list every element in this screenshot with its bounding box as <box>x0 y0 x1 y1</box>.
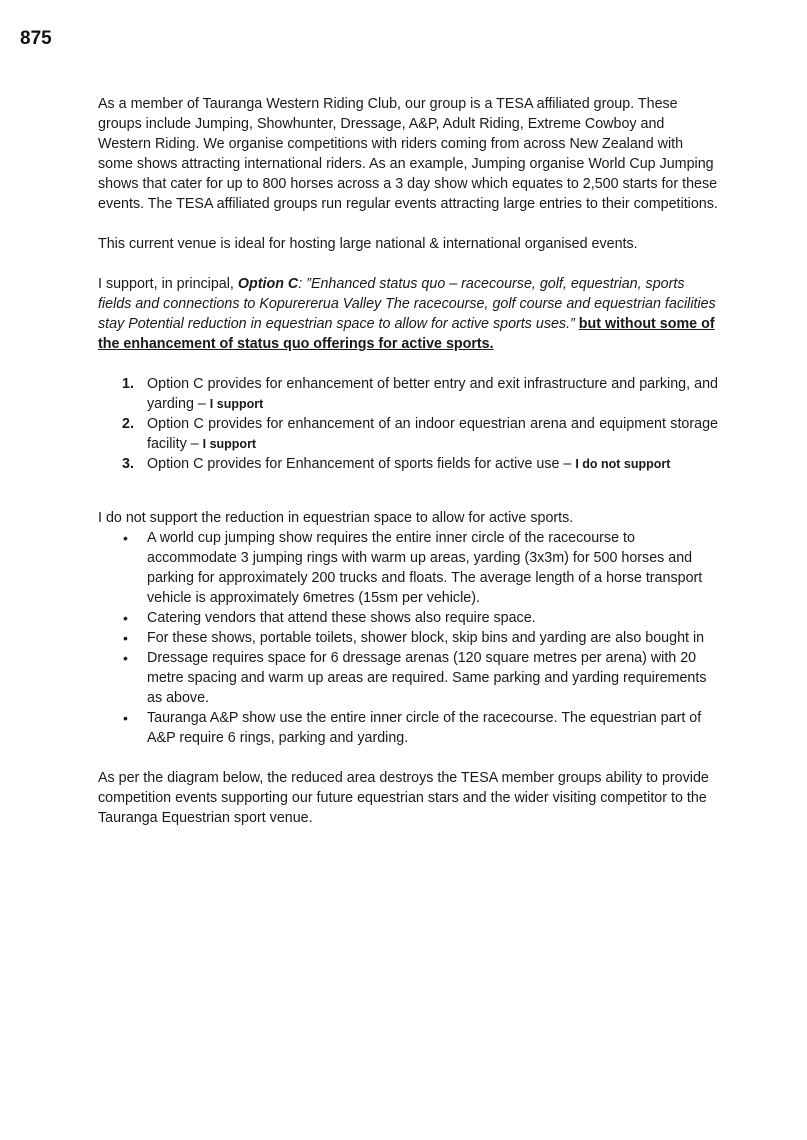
bullet-item <box>98 708 718 748</box>
document-body <box>98 94 718 828</box>
closing-paragraph: As per the diagram below, the reduced area destroys the TESA member groups ability to provide competition events supporting our future equestrian stars and the wider visiting competitor to the Tauranga Equestrian sport venue. <box>98 770 709 826</box>
option-number: 3. <box>122 456 134 472</box>
bullet-text: Tauranga A&P show use the entire inner circle of the racecourse. The equestrian part of A&P require 6 rings, parking and yarding. <box>147 710 702 746</box>
bullet-text: For these shows, portable toilets, shower block, skip bins and yarding are also bought in <box>147 630 705 646</box>
reduction-paragraph: I do not support the reduction in equestrian space to allow for active sports. <box>98 510 574 526</box>
option-response: I support <box>202 437 257 451</box>
support-option: Option C <box>237 276 299 292</box>
bullet-icon: • <box>123 650 128 666</box>
option-response: I support <box>209 397 264 411</box>
page-number: 875 <box>20 28 52 49</box>
option-text: Option C provides for Enhancement of sports fields for active use – <box>147 456 576 472</box>
bullet-icon: • <box>123 530 128 546</box>
option-number: 2. <box>122 416 134 432</box>
option-text: Option C provides for enhancement of an indoor equestrian arena and equipment storage facility – <box>147 416 718 452</box>
bullet-text: Dressage requires space for 6 dressage arenas (120 square metres per arena) with 20 metre spacing and warm up areas are required. Same parking and yarding requirements as above. <box>147 650 707 706</box>
options-list <box>98 374 718 474</box>
venue-paragraph: This current venue is ideal for hosting large national & international organised events. <box>98 236 638 252</box>
bullet-list <box>98 528 718 748</box>
option-number: 1. <box>122 376 134 392</box>
bullet-icon: • <box>123 630 128 646</box>
option-item-2 <box>98 414 718 454</box>
option-item-1 <box>98 374 718 414</box>
support-lead: I support, in principal, <box>98 276 238 292</box>
bullet-text: Catering vendors that attend these shows also require space. <box>147 610 536 626</box>
support-paragraph <box>98 274 718 354</box>
option-item-3 <box>98 454 718 474</box>
bullet-text: A world cup jumping show requires the entire inner circle of the racecourse to accommodate 3 jumping rings with warm up areas, yarding (3x3m) for 500 horses and parking for approximately 200 trucks and floats. The average length of a horse transport vehicle is approximately 6metres (15sm per vehicle). <box>147 530 703 606</box>
bullet-item <box>98 608 718 628</box>
bullet-item <box>98 648 718 708</box>
bullet-item <box>98 628 718 648</box>
option-response: I do not support <box>575 457 671 471</box>
bullet-item <box>98 528 718 608</box>
intro-paragraph: As a member of Tauranga Western Riding Club, our group is a TESA affiliated group. These groups include Jumping, Showhunter, Dressage, A&P, Adult Riding, Extreme Cowboy and Western Riding. We organise competitions with riders coming from across New Zealand with some shows attracting international riders. As an example, Jumping organise World Cup Jumping shows that cater for up to 800 horses across a 3 day show which equates to 2,500 starts for these events. The TESA affiliated groups run regular events attracting large entries to their competitions. <box>98 96 718 212</box>
bullet-icon: • <box>123 710 128 726</box>
support-but: but without some of the enhancement of status quo offerings for active sports. <box>98 316 715 352</box>
option-text: Option C provides for enhancement of better entry and exit infrastructure and parking, and yarding – <box>147 376 718 412</box>
support-quote: : ”Enhanced status quo – racecourse, golf, equestrian, sports fields and connections to Kopurererua Valley The racecourse, golf course and equestrian facilities stay Potential reduction in equestrian space to allow for active sports uses.” <box>98 276 716 332</box>
bullet-icon: • <box>123 610 128 626</box>
